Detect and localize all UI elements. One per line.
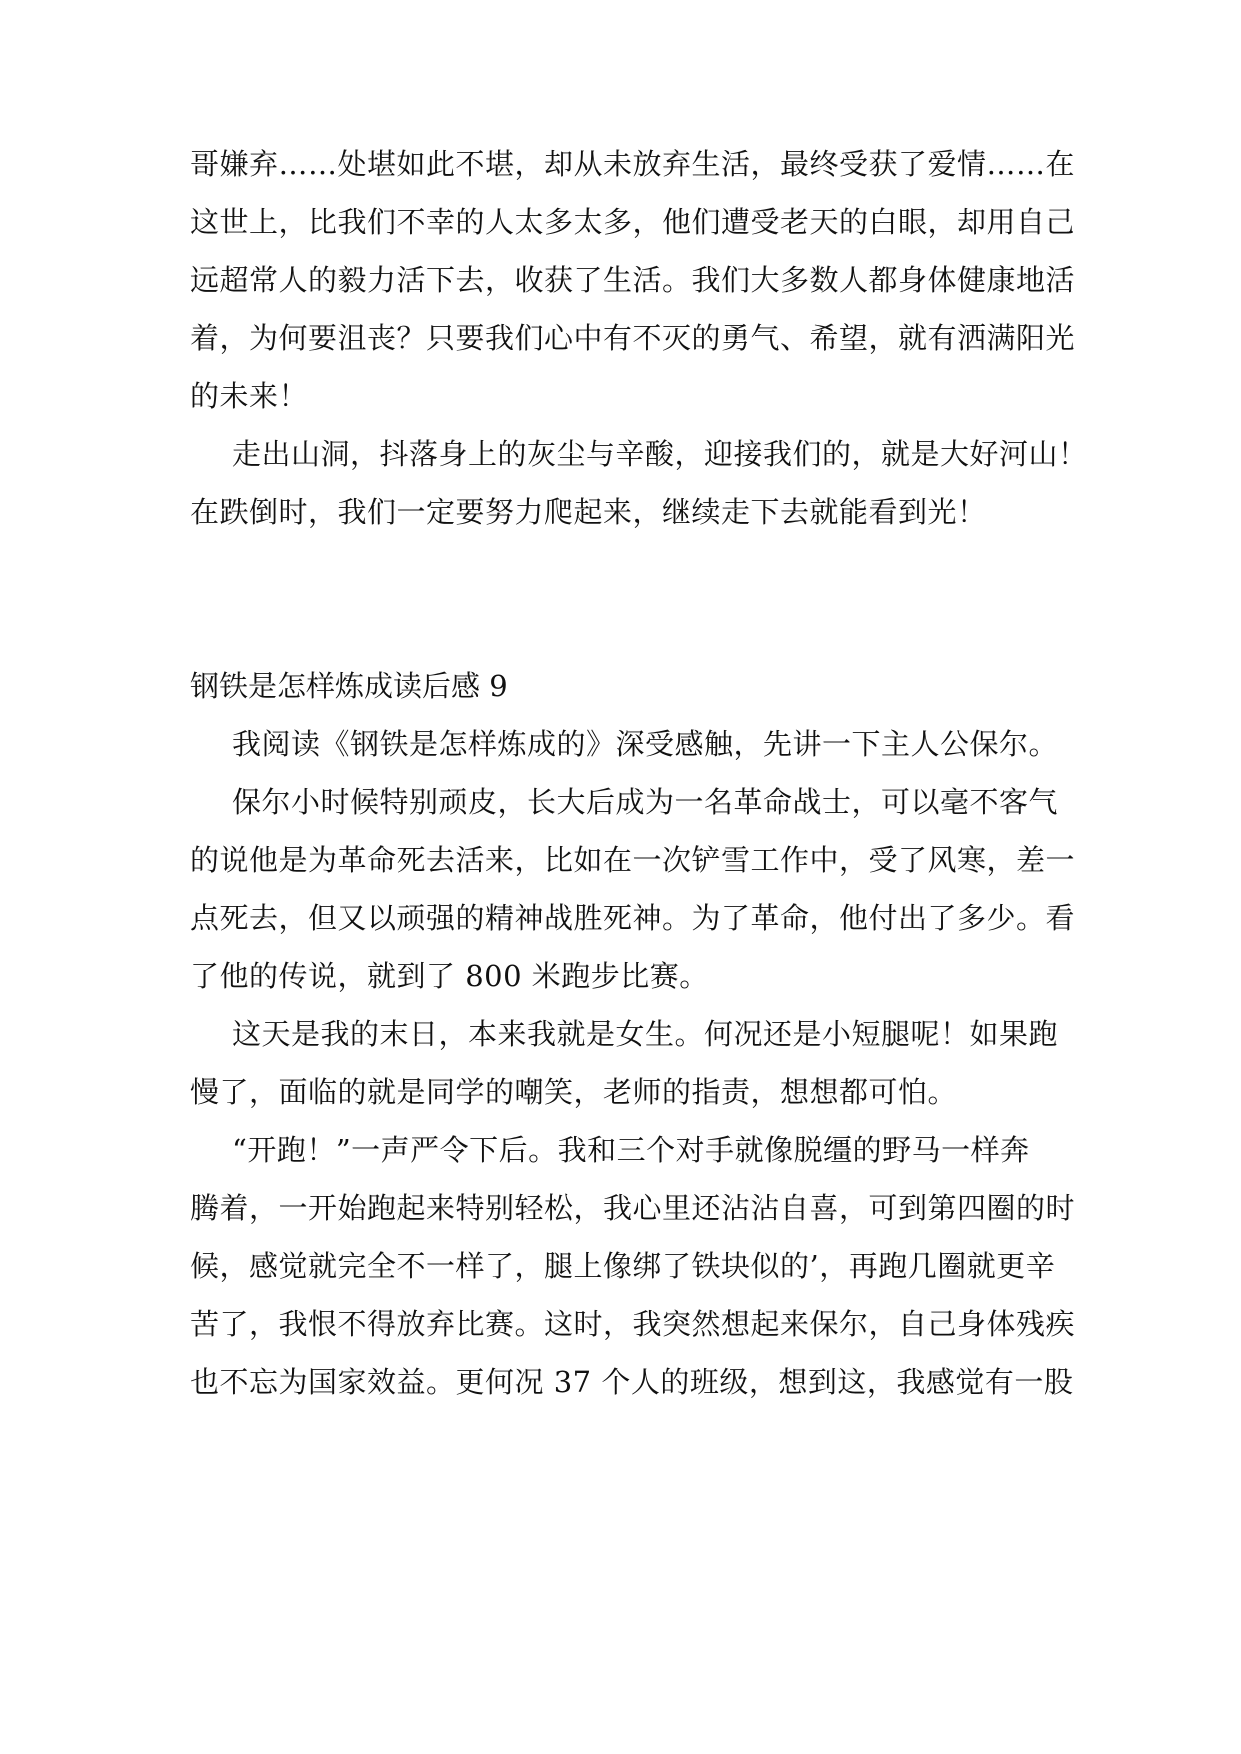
paragraph-line: 远超常人的毅力活下去，收获了生活。我们大多数人都身体健康地活 [190, 263, 1076, 297]
paragraph-line: 也不忘为国家效益。更何况 37 个人的班级，想到这，我感觉有一股 [190, 1365, 1074, 1399]
paragraph-line: 了他的传说，就到了 800 米跑步比赛。 [190, 959, 709, 993]
paragraph-line: “开跑！”一声严令下后。我和三个对手就像脱缰的野马一样奔 [232, 1133, 1030, 1167]
paragraph-line: 这世上，比我们不幸的人太多太多，他们遭受老天的白眼，却用自己 [190, 205, 1076, 239]
paragraph-line: 我阅读《钢铁是怎样炼成的》深受感触，先讲一下主人公保尔。 [232, 727, 1059, 761]
paragraph-line: 点死去，但又以顽强的精神战胜死神。为了革命，他付出了多少。看 [190, 901, 1076, 935]
paragraph-line: 候，感觉就完全不一样了，腿上像绑了铁块似的’，再跑几圈就更辛 [190, 1249, 1056, 1283]
paragraph-line: 腾着，一开始跑起来特别轻松，我心里还沾沾自喜，可到第四圈的时 [190, 1191, 1076, 1225]
paragraph-line: 苦了，我恨不得放弃比赛。这时，我突然想起来保尔，自己身体残疾 [190, 1307, 1076, 1341]
paragraph-line: 保尔小时候特别顽皮，长大后成为一名革命战士，可以毫不客气 [232, 785, 1059, 819]
paragraph-line: 着，为何要沮丧？只要我们心中有不灭的勇气、希望，就有洒满阳光 [190, 321, 1076, 355]
paragraph-line: 走出山洞，抖落身上的灰尘与辛酸，迎接我们的，就是大好河山！ [232, 437, 1088, 471]
paragraph-line: 在跌倒时，我们一定要努力爬起来，继续走下去就能看到光！ [190, 495, 987, 529]
paragraph-line: 哥嫌弃……处堪如此不堪，却从未放弃生活，最终受获了爱情……在 [190, 147, 1076, 181]
paragraph-line: 慢了，面临的就是同学的嘲笑，老师的指责，想想都可怕。 [190, 1075, 958, 1109]
paragraph-line: 这天是我的末日，本来我就是女生。何况还是小短腿呢！如果跑 [232, 1017, 1059, 1051]
paragraph-line: 的说他是为革命死去活来，比如在一次铲雪工作中，受了风寒，差一 [190, 843, 1076, 877]
section-title: 钢铁是怎样炼成读后感 9 [190, 669, 508, 703]
paragraph-line: 的未来！ [190, 379, 309, 413]
